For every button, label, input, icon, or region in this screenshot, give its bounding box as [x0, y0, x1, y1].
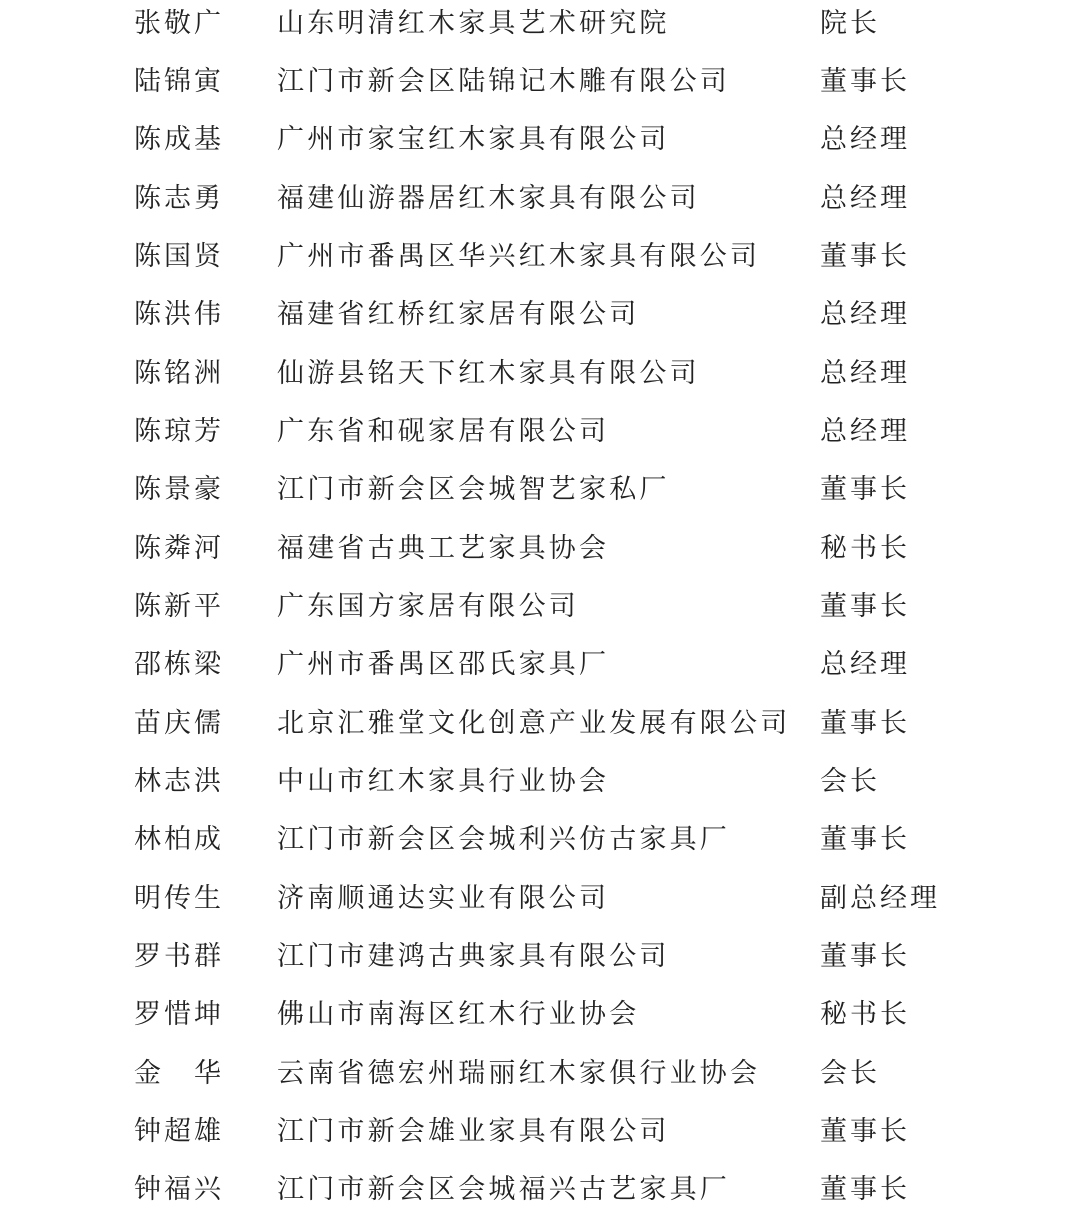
organization-name: 广东省和砚家居有限公司 — [277, 416, 610, 447]
organization-name: 江门市新会区陆锦记木雕有限公司 — [277, 66, 730, 97]
person-name: 林志洪 — [134, 766, 224, 797]
organization-name: 江门市新会区会城智艺家私厂 — [277, 474, 670, 505]
list-item — [0, 53, 1080, 111]
organization-name: 广州市家宝红木家具有限公司 — [277, 124, 670, 155]
organization-name: 佛山市南海区红木行业协会 — [277, 999, 640, 1030]
organization-name: 仙游县铭天下红木家具有限公司 — [277, 358, 700, 389]
person-name: 陈新平 — [134, 591, 224, 622]
job-title: 董事长 — [820, 241, 910, 272]
person-name: 罗惜坤 — [134, 999, 224, 1030]
job-title: 董事长 — [820, 824, 910, 855]
job-title: 总经理 — [820, 183, 910, 214]
person-name: 苗庆儒 — [134, 708, 224, 739]
job-title: 秘书长 — [820, 533, 910, 564]
job-title: 副总经理 — [820, 883, 940, 914]
job-title: 会长 — [820, 1058, 880, 1089]
organization-name: 江门市新会区会城利兴仿古家具厂 — [277, 824, 730, 855]
person-name: 张敬广 — [134, 8, 224, 39]
person-name: 陈铭洲 — [134, 358, 224, 389]
list-item — [0, 1045, 1080, 1103]
list-item — [0, 1161, 1080, 1219]
list-item — [0, 753, 1080, 811]
organization-name: 山东明清红木家具艺术研究院 — [277, 8, 670, 39]
list-item — [0, 928, 1080, 986]
organization-name: 广州市番禺区邵氏家具厂 — [277, 649, 610, 680]
job-title: 董事长 — [820, 66, 910, 97]
list-item — [0, 228, 1080, 286]
list-item — [0, 636, 1080, 694]
list-item — [0, 695, 1080, 753]
job-title: 会长 — [820, 766, 880, 797]
job-title: 总经理 — [820, 124, 910, 155]
person-name: 陈琼芳 — [134, 416, 224, 447]
person-name: 罗书群 — [134, 941, 224, 972]
person-name: 陈成基 — [134, 124, 224, 155]
list-item — [0, 0, 1080, 53]
job-title: 院长 — [820, 8, 880, 39]
job-title: 董事长 — [820, 708, 910, 739]
job-title: 董事长 — [820, 941, 910, 972]
job-title: 秘书长 — [820, 999, 910, 1030]
job-title: 总经理 — [820, 416, 910, 447]
person-name: 陈洪伟 — [134, 299, 224, 330]
list-item — [0, 111, 1080, 169]
person-name: 金 华 — [134, 1058, 224, 1089]
list-item — [0, 870, 1080, 928]
list-item — [0, 461, 1080, 519]
list-item — [0, 345, 1080, 403]
person-name: 林柏成 — [134, 824, 224, 855]
person-name: 陈志勇 — [134, 183, 224, 214]
job-title: 总经理 — [820, 358, 910, 389]
list-item — [0, 286, 1080, 344]
organization-name: 北京汇雅堂文化创意产业发展有限公司 — [277, 708, 791, 739]
person-name: 陆锦寅 — [134, 66, 224, 97]
person-name: 陈景豪 — [134, 474, 224, 505]
list-item — [0, 578, 1080, 636]
list-item — [0, 520, 1080, 578]
job-title: 董事长 — [820, 1116, 910, 1147]
person-name: 钟福兴 — [134, 1174, 224, 1205]
organization-name: 福建省古典工艺家具协会 — [277, 533, 610, 564]
list-item — [0, 811, 1080, 869]
person-name: 陈国贤 — [134, 241, 224, 272]
list-item — [0, 986, 1080, 1044]
job-title: 总经理 — [820, 299, 910, 330]
job-title: 董事长 — [820, 1174, 910, 1205]
organization-name: 江门市新会雄业家具有限公司 — [277, 1116, 670, 1147]
person-name: 明传生 — [134, 883, 224, 914]
job-title: 董事长 — [820, 474, 910, 505]
organization-name: 江门市建鸿古典家具有限公司 — [277, 941, 670, 972]
job-title: 董事长 — [820, 591, 910, 622]
organization-name: 中山市红木家具行业协会 — [277, 766, 610, 797]
organization-name: 福建省红桥红家居有限公司 — [277, 299, 640, 330]
organization-name: 广东国方家居有限公司 — [277, 591, 579, 622]
organization-name: 福建仙游器居红木家具有限公司 — [277, 183, 700, 214]
organization-name: 广州市番禺区华兴红木家具有限公司 — [277, 241, 761, 272]
organization-name: 云南省德宏州瑞丽红木家俱行业协会 — [277, 1058, 761, 1089]
organization-name: 济南顺通达实业有限公司 — [277, 883, 610, 914]
person-name: 陈粦河 — [134, 533, 224, 564]
person-name: 邵栋梁 — [134, 649, 224, 680]
person-name: 钟超雄 — [134, 1116, 224, 1147]
job-title: 总经理 — [820, 649, 910, 680]
organization-name: 江门市新会区会城福兴古艺家具厂 — [277, 1174, 730, 1205]
list-item — [0, 1103, 1080, 1161]
list-item — [0, 170, 1080, 228]
list-item — [0, 403, 1080, 461]
